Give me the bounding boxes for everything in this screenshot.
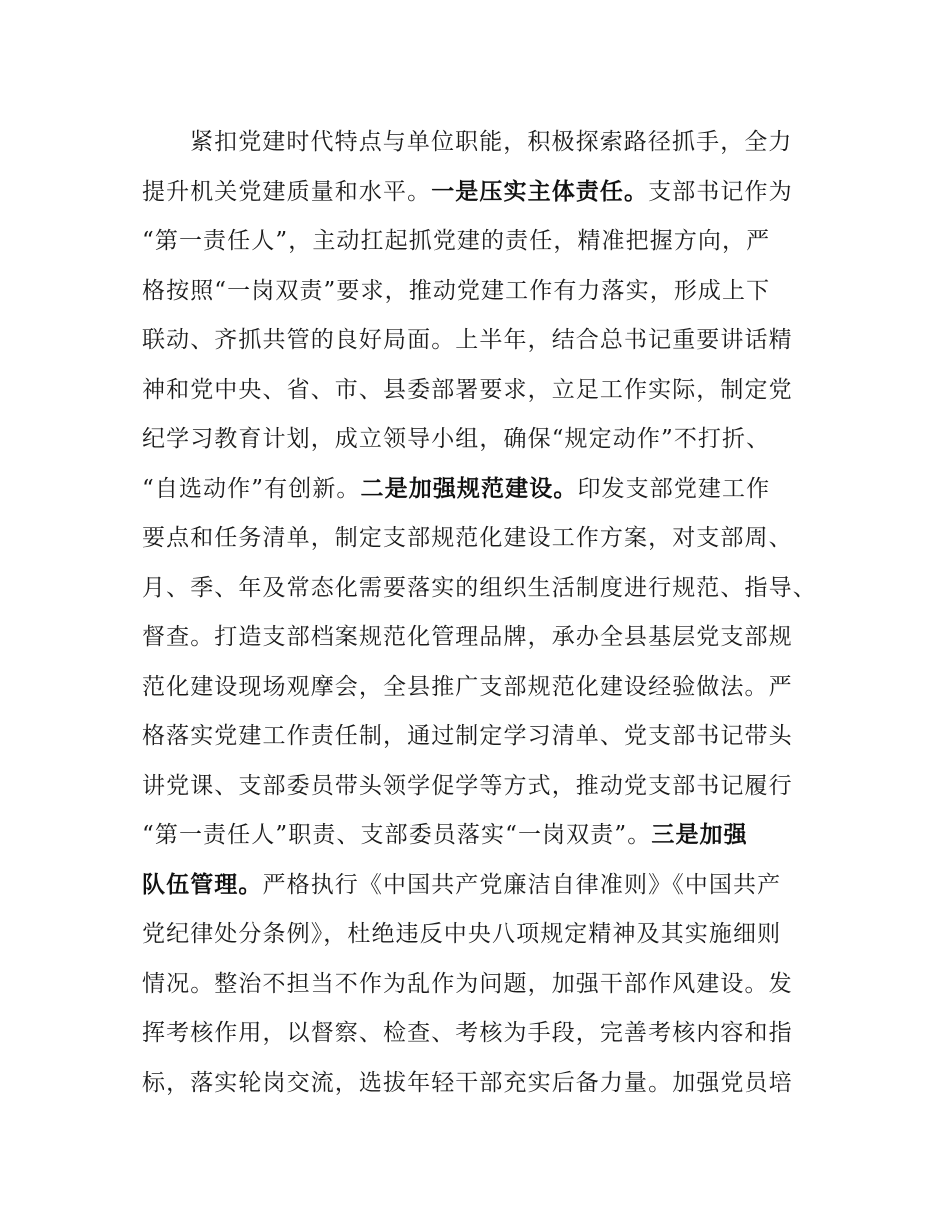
heading-emphasis: 三是加强: [651, 822, 748, 848]
heading-emphasis: 一是压实主体责任。: [431, 179, 649, 205]
text-run: “自选动作”有创新。: [142, 476, 361, 502]
text-run: 标，落实轮岗交流，选拔年轻干部充实后备力量。加强党员培: [142, 1070, 793, 1096]
text-run: “第一责任人”职责、支部委员落实“一岗双责”。: [142, 822, 652, 848]
text-run: 党纪律处分条例》，杜绝违反中央八项规定精神及其实施细则: [142, 921, 782, 947]
text-line: [142, 271, 842, 311]
text-run: 提升机关党建质量和水平。: [142, 179, 432, 205]
text-line: [142, 766, 842, 806]
text-line: [142, 370, 842, 410]
text-run: 要点和任务清单，制定支部规范化建设工作方案，对支部周、: [142, 525, 793, 551]
text-run: 严格执行《中国共产党廉洁自律准则》《中国共产: [262, 872, 782, 898]
text-run: 紧扣党建时代特点与单位职能，积极探索路径抓手，全力: [190, 129, 793, 155]
text-run: 范化建设现场观摩会，全县推广支部规范化建设经验做法。严: [142, 674, 793, 700]
text-line: [142, 469, 842, 509]
text-line: [142, 865, 842, 905]
text-run: 情况。整治不担当不作为乱作为问题，加强干部作风建设。发: [142, 971, 793, 997]
text-line: [142, 320, 842, 360]
text-line: [142, 221, 842, 261]
text-line: [142, 568, 842, 608]
text-run: 督查。打造支部档案规范化管理品牌，承办全县基层党支部规: [142, 624, 793, 650]
text-run: “第一责任人”，主动扛起抓党建的责任，精准把握方向，严: [142, 228, 771, 254]
text-line: [142, 419, 842, 459]
text-run: 讲党课、支部委员带头领学促学等方式，推动党支部书记履行: [142, 773, 793, 799]
text-line: [142, 1013, 842, 1053]
heading-emphasis: 二是加强规范建设。: [360, 476, 578, 502]
text-run: 支部书记作为: [648, 179, 793, 205]
text-run: 神和党中央、省、市、县委部署要求，立足工作实际，制定党: [142, 377, 793, 403]
text-line: [142, 914, 842, 954]
text-run: 格按照“一岗双责”要求，推动党建工作有力落实，形成上下: [142, 278, 771, 304]
text-run: 格落实党建工作责任制，通过制定学习清单、党支部书记带头: [142, 723, 793, 749]
text-line: [142, 667, 842, 707]
text-line: [142, 518, 842, 558]
text-line: [190, 122, 840, 162]
text-line: [142, 1063, 842, 1103]
text-run: 印发支部党建工作: [577, 476, 771, 502]
text-line: [142, 815, 842, 855]
text-run: 月、季、年及常态化需要落实的组织生活制度进行规范、指导、: [142, 575, 817, 601]
text-run: 联动、齐抓共管的良好局面。上半年，结合总书记重要讲话精: [142, 327, 793, 353]
text-line: [142, 172, 842, 212]
text-run: 纪学习教育计划，成立领导小组，确保“规定动作”不打折、: [142, 426, 771, 452]
text-line: [142, 716, 842, 756]
heading-emphasis: 队伍管理。: [142, 872, 263, 898]
text-line: [142, 617, 842, 657]
text-line: [142, 964, 842, 1004]
text-run: 挥考核作用，以督察、检查、考核为手段，完善考核内容和指: [142, 1020, 793, 1046]
